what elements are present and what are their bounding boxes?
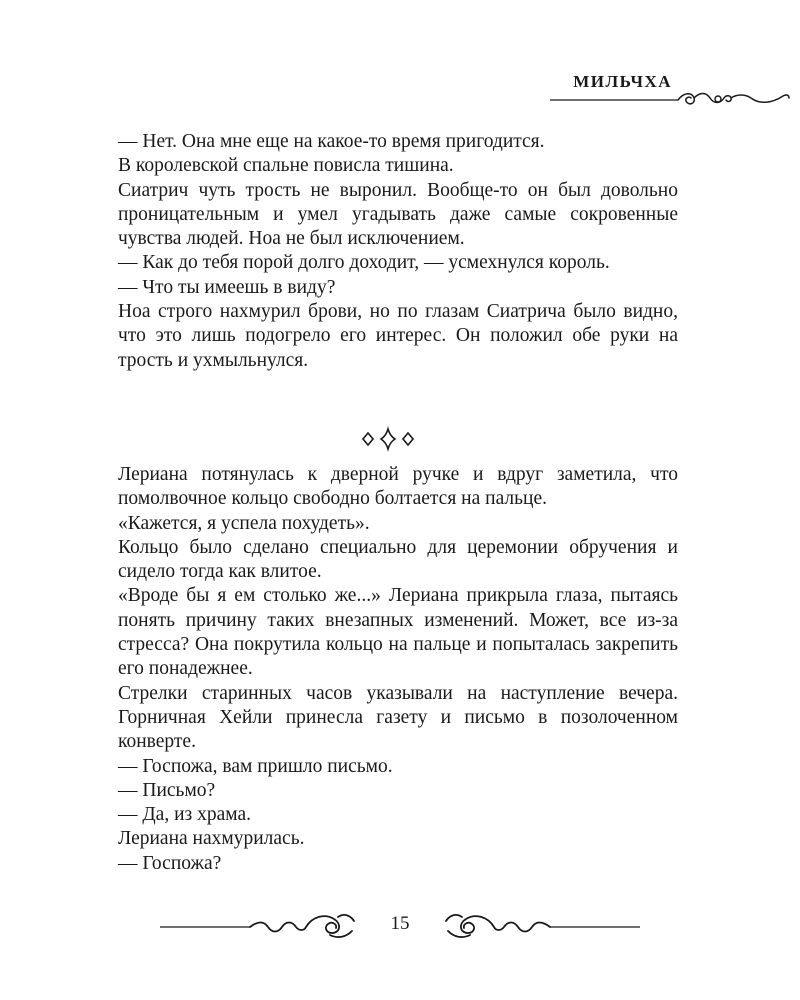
paragraph: — Что ты имеешь в виду? (118, 276, 336, 298)
paragraph: — Письмо? (118, 779, 216, 801)
paragraph: — Госпожа, вам пришло письмо. (118, 755, 393, 777)
paragraph: Стрелки старинных часов указывали на наступление вечера. Горничная Хейли принесла газету и письмо в позолоченном конверте. (118, 682, 678, 753)
paragraph: Кольцо было сделано специально для церемонии обручения и сидело тогда как влитое. (118, 536, 678, 583)
paragraph: Лериана нахмурилась. (118, 828, 305, 850)
paragraph: — Да, из храма. (118, 804, 251, 826)
paragraph: Ноа строго нахмурил брови, но по глазам Сиатрича было видно, что это лишь подогрело его интерес. Он положил обе руки на трость и ухмыльнулся. (118, 301, 678, 371)
paragraph: — Нет. Она мне еще на какое-то время пригодится. (118, 131, 545, 152)
running-head (550, 72, 790, 108)
paragraph: «Кажется, я успела похудеть». (118, 512, 370, 534)
paragraph: Сиатрич чуть трость не выронил. Вообще-то он был довольно проницательным и умел угадывать даже самые сокровенные чувства людей. Ноа не был исключением. (118, 179, 678, 250)
paragraph: Лериана потянулась к дверной ручке и вдруг заметила, что помолвочное кольцо свободно болтается на пальце. (118, 464, 678, 510)
paragraph: — Как до тебя порой долго доходит, — усмехнулся король. (118, 252, 610, 274)
diamond-separator-icon (358, 424, 418, 454)
paragraph: В королевской спальне повисла тишина. (118, 155, 454, 177)
paragraph: «Вроде бы я ем столько же...» Лериана прикрыла глаза, пытаясь понять причину таких внезапных изменений. Может, все из-за стресса? Она покрутила кольцо на пальце и попыталась закрепить его понадежнее. (118, 585, 678, 680)
body-text-section-1 (118, 130, 678, 373)
flourish-icon (550, 88, 790, 108)
body-text-section-2 (118, 463, 678, 876)
running-title: МИЛЬЧХА (573, 72, 672, 91)
page-footer (160, 907, 640, 947)
paragraph: — Госпожа? (118, 852, 222, 874)
page-number: 15 (390, 913, 410, 934)
